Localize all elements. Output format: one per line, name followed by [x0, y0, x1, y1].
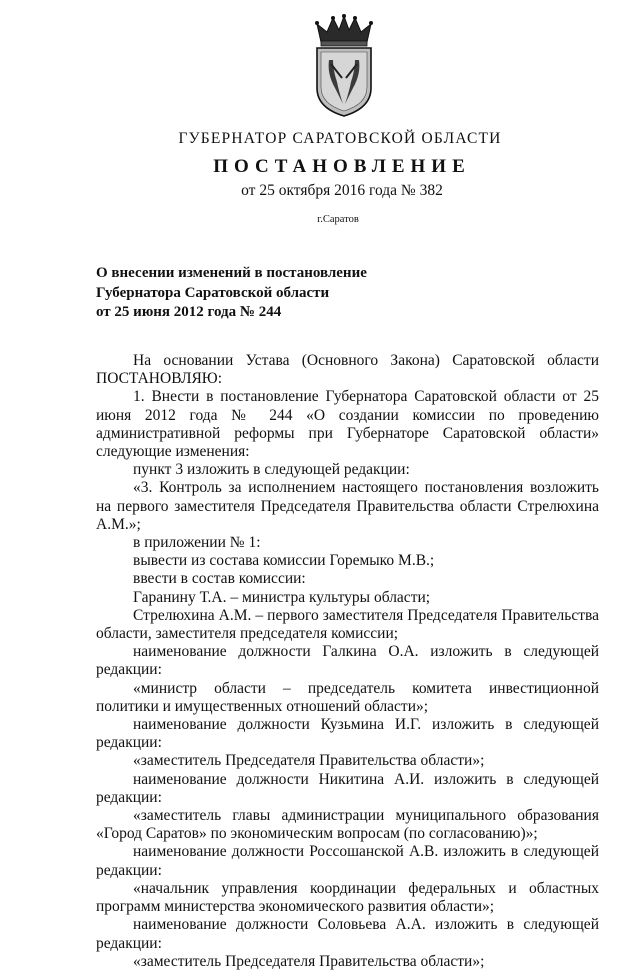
- document-body: [96, 352, 599, 971]
- body-paragraph: в приложении № 1:: [133, 534, 261, 552]
- document-date-number: от 25 октября 2016 года № 382: [241, 182, 443, 199]
- body-paragraph: пункт 3 изложить в следующей редакции:: [133, 461, 410, 479]
- body-paragraph: 1. Внести в постановление Губернатора Саратовской области от 25 июня 2012 года № 244 «О создании комиссии по проведению административной реформы при Губернаторе Саратовской области» следующие изменения:: [96, 388, 599, 461]
- body-paragraph: вывести из состава комиссии Горемыко М.В.;: [133, 552, 435, 570]
- title-line: О внесении изменений в постановление: [96, 265, 367, 281]
- title-line: от 25 июня 2012 года № 244: [96, 304, 282, 320]
- body-paragraph: На основании Устава (Основного Закона) Саратовской области: [133, 352, 599, 369]
- body-paragraph: наименование должности Россошанской А.В. изложить в следующей редакции:: [96, 843, 599, 879]
- body-paragraph: «заместитель Председателя Правительства области»;: [133, 952, 485, 970]
- body-paragraph: «3. Контроль за исполнением настоящего постановления возложить на первого заместителя Председателя Правительства области Стрелюхина А.М.»;: [96, 479, 599, 533]
- body-paragraph: «начальник управления координации федеральных и областных программ министерства экономического развития области»;: [96, 879, 599, 916]
- body-paragraph: наименование должности Соловьева А.А. изложить в следующей редакции:: [96, 916, 599, 952]
- body-paragraph: «заместитель главы администрации муниципального образования «Город Саратов» по экономическим вопросам (по согласованию)»;: [96, 807, 599, 843]
- issuing-authority: ГУБЕРНАТОР САРАТОВСКОЙ ОБЛАСТИ: [178, 130, 502, 147]
- body-paragraph: наименование должности Никитина А.И. изложить в следующей редакции:: [96, 770, 599, 806]
- body-paragraph: наименование должности Кузьмина И.Г. изложить в следующей редакции:: [96, 716, 599, 752]
- body-paragraph: «заместитель Председателя Правительства области»;: [133, 752, 485, 770]
- coat-of-arms-emblem: [309, 14, 379, 118]
- title-line: Губернатора Саратовской области: [96, 284, 330, 301]
- body-paragraph: Гаранину Т.А. – министра культуры области;: [133, 588, 431, 606]
- issuing-city: г.Саратов: [317, 214, 359, 225]
- decree-keyword: ПОСТАНОВЛЯЮ:: [96, 370, 223, 388]
- document-type: ПОСТАНОВЛЕНИЕ: [213, 156, 471, 177]
- body-paragraph: ввести в состав комиссии:: [133, 570, 306, 588]
- body-paragraph: «министр области – председатель комитета инвестиционной политики и имущественных отношений области»;: [96, 679, 599, 715]
- body-paragraph: Стрелюхина А.М. – первого заместителя Председателя Правительства области, заместителя председателя комиссии;: [96, 606, 599, 643]
- body-paragraph: наименование должности Галкина О.А. изложить в следующей редакции:: [96, 643, 599, 679]
- document-title: [96, 264, 516, 323]
